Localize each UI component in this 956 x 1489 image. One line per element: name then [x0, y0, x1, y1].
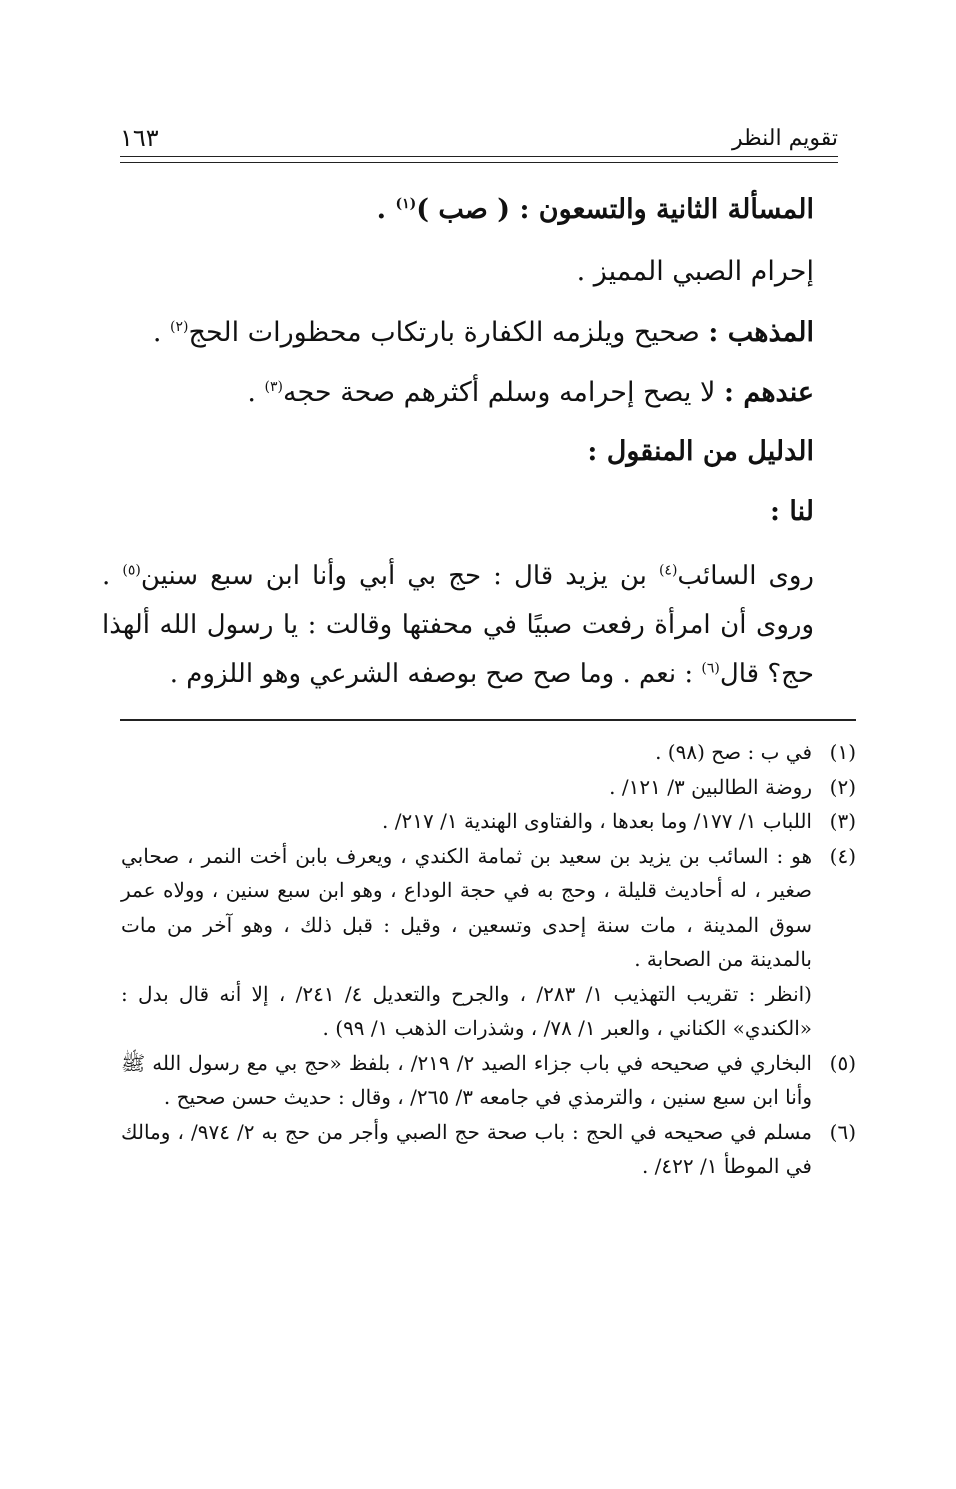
footnote-ref-2: (٢) — [170, 319, 189, 335]
footnote — [121, 770, 856, 805]
header-rule-thin — [120, 162, 838, 163]
footnote-text — [121, 1046, 812, 1115]
issue-title-text: المسألة الثانية والتسعون : ( صب ) — [416, 194, 814, 225]
footnote — [121, 804, 856, 839]
madhhab-label: المذهب : — [708, 317, 814, 348]
footnotes — [121, 735, 856, 1184]
footnote-text — [121, 735, 812, 770]
page-header — [120, 120, 838, 156]
footnote-text — [121, 770, 812, 805]
para-part-4: : نعم . وما صح صح بوصفه الشرعي وهو اللزوم . — [169, 659, 702, 689]
footnote-ref-1: (١) — [395, 196, 417, 212]
footnote — [121, 1115, 856, 1184]
issue-title — [377, 190, 814, 230]
madhhab-end: . — [152, 317, 171, 348]
para-part-3: . وروى أن امرأة رفعت صبيًا في محفتها وقالت : يا رسول الله ألهذا حج؟ قال — [102, 561, 814, 689]
footnote-ref-6: (٦) — [701, 660, 720, 677]
issue-topic: إحرام الصبي المميز . — [576, 256, 814, 287]
footnote-number: (٣) — [829, 809, 856, 833]
footnote-number: (٢) — [829, 774, 856, 799]
para-part-1: روى السائب — [677, 561, 814, 591]
footnote-ref-3: (٣) — [264, 379, 284, 395]
footnote-line: روضة الطالبين ٣/ ١٢١/ . — [609, 774, 812, 799]
footnote-ref-4: (٤) — [658, 562, 678, 579]
footnote-line: (انظر : تقريب التهذيب ١/ ٢٨٣/ ، والجرح والتعديل ٤/ ٢٤١/ ، إلا أنه قال بدل : «الكندي» الكناني ، والعبر ١/ ٧٨/ ، وشذرات الذهب ١/ ٩٩) . — [121, 981, 812, 1040]
lana-heading: لنا : — [770, 496, 814, 527]
indahum-end: . — [247, 377, 265, 408]
footnote-text — [121, 1115, 812, 1184]
footnote-number: (٥) — [829, 1050, 856, 1075]
evidence-heading: الدليل من المنقول : — [587, 436, 814, 467]
footnote — [121, 735, 856, 770]
page-number: ١٦٣ — [120, 124, 159, 152]
issue-title-end: . — [376, 194, 396, 225]
footnote-line: اللباب ١/ ١٧٧/ وما بعدها ، والفتاوى الهندية ١/ ٢١٧/ . — [382, 809, 812, 833]
footnote-line: في ب : صح (٩٨) . — [655, 740, 812, 764]
footnote-line: هو : السائب بن يزيد بن سعيد بن ثمامة الكندي ، ويعرف بابن أخت النمر ، صحابي صغير ، له أحاديث قليلة ، وحج به في حجة الوداع ، وهو ابن سبع سنين ، وولاه عمر سوق المدينة ، مات سنة إحدى وتسعين ، وقيل : قبل ذلك ، وهو آخر من مات بالمدينة من الصحابة . — [121, 843, 812, 971]
footnote-line: البخاري في صحيحه في باب جزاء الصيد ٢/ ٢١٩/ ، بلفظ «حج بي مع رسول الله ﷺ وأنا ابن سبع سنين ، والترمذي في جامعه ٣/ ٢٦٥/ ، وقال : حديث حسن صحيح . — [121, 1050, 812, 1109]
indahum-label: عندهم : — [723, 377, 814, 408]
footnote-number: (٦) — [829, 1119, 856, 1144]
para-part-2: بن يزيد قال : حج بي أبي وأنا ابن سبع سنين — [140, 561, 659, 591]
footnote — [121, 839, 856, 1046]
footnote-rule — [120, 719, 856, 721]
madhhab-text: صحيح ويلزمه الكفارة بارتكاب محظورات الحج — [188, 317, 709, 348]
footnote-line: مسلم في صحيحه في الحج : باب صحة حج الصبي وأجر من حج به ٢/ ٩٧٤/ ، ومالك في الموطأ ١/ ٤٢٢/ . — [121, 1119, 812, 1178]
footnote-number: (١) — [829, 740, 856, 764]
indahum-line — [247, 373, 814, 413]
footnote-ref-5: (٥) — [122, 562, 141, 579]
running-title: تقويم النظر — [731, 125, 838, 151]
footnote — [121, 1046, 856, 1115]
header-rule — [120, 156, 838, 157]
footnote-text — [121, 804, 812, 839]
footnote-text — [121, 839, 812, 1046]
indahum-text: لا يصح إحرامه وسلم أكثرهم صحة حجه — [283, 377, 724, 408]
evidence-paragraph — [102, 552, 814, 699]
madhhab-line — [153, 313, 814, 353]
footnote-number: (٤) — [829, 843, 856, 868]
